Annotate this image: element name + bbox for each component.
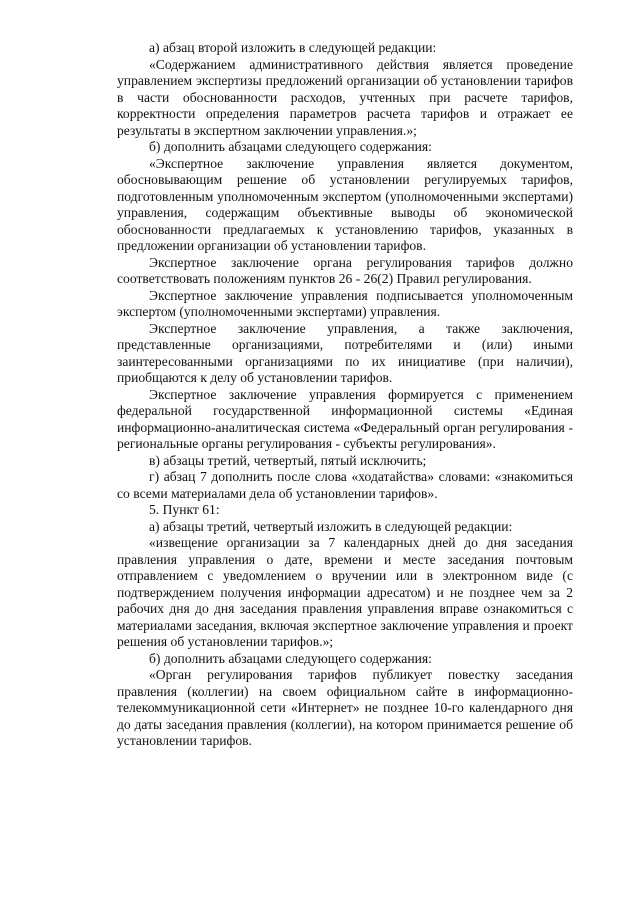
paragraph-4: «Экспертное заключение управления является документом, обосновывающим решение об установлении регулируемых тарифов, подготовленным уполномоченным экспертом (уполномоченными экспертами) управления, содержащим объективные выводы об экономической обоснованности предлагаемых к установлению тарифов, указанных в предложении организации об установлении тарифов. (117, 155, 573, 253)
paragraph-14: б) дополнить абзацами следующего содержания: (149, 650, 432, 666)
paragraph-11: 5. Пункт 61: (149, 502, 220, 517)
paragraph-8: Экспертное заключение управления формируется с применением федеральной государственной информационной системы «Единая информационно-аналитическая система «Федеральный орган регулирования - региональные органы регулирования - субъекты регулирования». (117, 386, 573, 451)
paragraph-9: в) абзацы третий, четвертый, пятый исключить; (149, 452, 427, 468)
paragraph-10: г) абзац 7 дополнить после слова «ходатайства» словами: «знакомиться со всеми материалами дела об установлении тарифов». (117, 469, 573, 501)
paragraph-2: «Содержанием административного действия является проведение управлением экспертизы предложений организации об установлении тарифов в части обоснованности расходов, учтенных при расчете тарифов, корректности определения параметров расчета тарифов и отражает ее результаты в экспертном заключении управления.»; (117, 56, 573, 138)
paragraph-15: «Орган регулирования тарифов публикует повестку заседания правления (коллегии) на своем официальном сайте в информационно-телекоммуникационной сети «Интернет» не позднее 10-го календарного дня до даты заседания правления (коллегии), на котором принимается решение об установлении тарифов. (117, 667, 573, 748)
paragraph-1: а) абзац второй изложить в следующей редакции: (149, 40, 437, 55)
paragraph-6: Экспертное заключение управления подписывается уполномоченным экспертом (уполномоченными экспертами) управления. (117, 287, 573, 319)
paragraph-3: б) дополнить абзацами следующего содержания: (149, 139, 432, 154)
paragraph-13: «извещение организации за 7 календарных дней до дня заседания правления управления о дате, времени и месте заседания почтовым отправлением с уведомлением о вручении или в электронном виде (с подтверждением получения информации адресатом) и не позднее чем за 2 рабочих дня до дня заседания правления управления вправе ознакомиться с материалами заседания, включая экспертное заключение управления и проект решения об установлении тарифов.»; (117, 535, 573, 649)
paragraph-7: Экспертное заключение управления, а также заключения, представленные организациями, потребителями и (или) иными заинтересованными организациями по их инициативе (при наличии), приобщаются к делу об установлении тарифов. (117, 320, 573, 385)
paragraph-12: а) абзацы третий, четвертый изложить в следующей редакции: (149, 518, 513, 534)
paragraph-5: Экспертное заключение органа регулирования тарифов должно соответствовать положениям пунктов 26 - 26(2) Правил регулирования. (117, 254, 573, 286)
